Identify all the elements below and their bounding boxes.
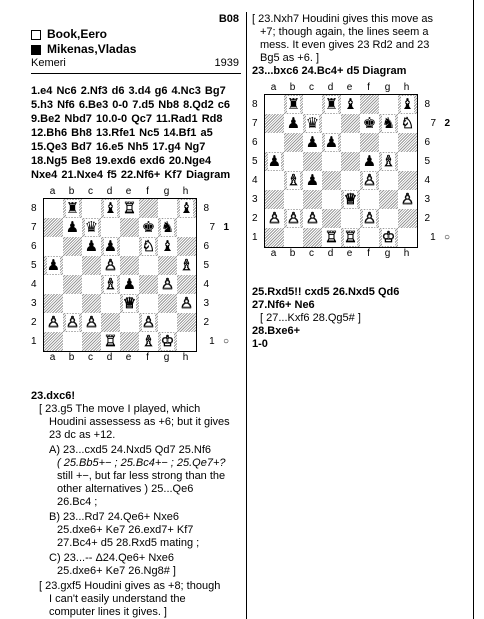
right-border bbox=[473, 0, 474, 619]
variation-a-sub: ( 25.Bb5+− ; 25.Bc4+− ; 25.Qe7+? bbox=[57, 457, 226, 469]
file-label: e bbox=[125, 352, 132, 363]
black-pawn-icon: ♟ bbox=[103, 237, 118, 255]
board-square bbox=[63, 218, 82, 237]
board-square bbox=[82, 237, 101, 256]
board-square bbox=[398, 171, 417, 190]
board-square bbox=[379, 152, 398, 171]
board-square bbox=[44, 332, 63, 351]
white-square-icon bbox=[31, 30, 41, 40]
board-square bbox=[82, 294, 101, 313]
rank-label: 6 bbox=[424, 137, 430, 148]
board-square bbox=[139, 256, 158, 275]
rank-label: 3 bbox=[31, 298, 37, 309]
column-divider bbox=[246, 12, 247, 619]
board-square bbox=[120, 218, 139, 237]
board-square bbox=[360, 95, 379, 114]
file-label: h bbox=[182, 186, 189, 197]
board-square bbox=[63, 199, 82, 218]
white-player-row bbox=[31, 27, 241, 42]
board-square bbox=[265, 114, 284, 133]
board-square bbox=[322, 114, 341, 133]
black-player-row bbox=[31, 42, 241, 57]
board-square bbox=[284, 95, 303, 114]
board-square bbox=[303, 133, 322, 152]
move-line: 23...bxc6 24.Bc4+ d5 Diagram bbox=[252, 65, 407, 77]
chess-board-1 bbox=[31, 186, 241, 364]
variation-a-text: other alternatives ) 25...Qe6 bbox=[57, 483, 194, 495]
board-square bbox=[322, 190, 341, 209]
board-square bbox=[322, 152, 341, 171]
white-king-icon: ♔ bbox=[160, 332, 175, 350]
white-pawn-icon: ♙ bbox=[141, 313, 156, 331]
file-label: h bbox=[182, 352, 189, 363]
file-label: c bbox=[309, 82, 314, 93]
board-square bbox=[265, 209, 284, 228]
board-square bbox=[101, 256, 120, 275]
black-square-icon bbox=[31, 45, 41, 55]
rank-label: 5 bbox=[252, 156, 258, 167]
white-queen-icon: ♕ bbox=[343, 190, 358, 208]
board-square bbox=[177, 313, 196, 332]
board-square bbox=[341, 209, 360, 228]
note-line: [ 23.gxf5 Houdini gives as +8; though bbox=[39, 580, 221, 592]
white-king-icon: ♔ bbox=[381, 228, 396, 246]
black-king-icon: ♚ bbox=[362, 114, 377, 132]
file-label: b bbox=[68, 186, 75, 197]
board-square bbox=[398, 228, 417, 247]
white-rook-icon: ♖ bbox=[343, 228, 358, 246]
board-square bbox=[341, 228, 360, 247]
board-square bbox=[44, 294, 63, 313]
note-line: [ 27...Kxf6 28.Qg5# ] bbox=[260, 312, 361, 324]
file-label: e bbox=[346, 82, 353, 93]
board-square bbox=[120, 294, 139, 313]
file-label: c bbox=[88, 352, 93, 363]
board-square bbox=[158, 237, 177, 256]
rank-label: 8 bbox=[203, 203, 209, 214]
board-square bbox=[139, 313, 158, 332]
file-label: h bbox=[403, 82, 410, 93]
board-square bbox=[303, 114, 322, 133]
rank-label: 1 ○ bbox=[430, 232, 450, 243]
board-square bbox=[379, 95, 398, 114]
note-line: Houdini assessess as +6; but it gives bbox=[49, 416, 230, 428]
board-grid bbox=[264, 94, 418, 248]
board-square bbox=[265, 171, 284, 190]
rank-label: 7 bbox=[252, 118, 258, 129]
black-bishop-icon: ♝ bbox=[400, 95, 415, 113]
board-square bbox=[265, 152, 284, 171]
board-square bbox=[101, 237, 120, 256]
rank-label: 7 bbox=[31, 222, 37, 233]
white-pawn-icon: ♙ bbox=[84, 313, 99, 331]
board-square bbox=[63, 313, 82, 332]
board-square bbox=[177, 294, 196, 313]
white-rook-icon: ♖ bbox=[103, 332, 118, 350]
file-label: d bbox=[327, 82, 334, 93]
white-pawn-icon: ♙ bbox=[362, 209, 377, 227]
black-bishop-icon: ♝ bbox=[179, 199, 194, 217]
rank-label: 3 bbox=[424, 194, 430, 205]
rank-label: 2 bbox=[252, 213, 258, 224]
right-column bbox=[252, 13, 466, 351]
black-bishop-icon: ♝ bbox=[160, 237, 175, 255]
board-square bbox=[139, 218, 158, 237]
board-square bbox=[82, 275, 101, 294]
board-square bbox=[341, 171, 360, 190]
board-square bbox=[398, 114, 417, 133]
white-queen-icon: ♕ bbox=[122, 294, 137, 312]
rank-label: 1 ○ bbox=[209, 336, 229, 347]
note-line: +7; though again, the lines seem a bbox=[260, 26, 429, 38]
board-square bbox=[398, 133, 417, 152]
board-square bbox=[82, 199, 101, 218]
file-label: b bbox=[289, 248, 296, 259]
white-bishop-icon: ♗ bbox=[103, 275, 118, 293]
file-labels-top bbox=[264, 82, 466, 94]
board-square bbox=[101, 332, 120, 351]
note-line: 23 dc as +12. bbox=[49, 429, 116, 441]
file-label: e bbox=[125, 186, 132, 197]
board-square bbox=[322, 209, 341, 228]
black-player-name: Mikenas,Vladas bbox=[47, 42, 137, 56]
white-knight-icon: ♘ bbox=[400, 114, 415, 132]
white-player-name: Book,Eero bbox=[47, 27, 108, 41]
file-label: f bbox=[146, 352, 149, 363]
eco-row bbox=[31, 13, 241, 27]
note-line: I can't easily understand the bbox=[49, 593, 186, 605]
event-row bbox=[31, 57, 241, 71]
white-pawn-icon: ♙ bbox=[400, 190, 415, 208]
note-line: [ 23.g5 The move I played, which bbox=[39, 403, 201, 415]
rank-label: 6 bbox=[31, 241, 37, 252]
board-square bbox=[139, 199, 158, 218]
board-square bbox=[322, 95, 341, 114]
white-pawn-icon: ♙ bbox=[267, 209, 282, 227]
board-square bbox=[177, 237, 196, 256]
board-square bbox=[398, 95, 417, 114]
main-moves: 1.e4 Nc6 2.Nf3 d6 3.d4 g6 4.Nc3 Bg7 5.h3 Nf6 6.Be3 0-0 7.d5 Nb8 8.Qd2 c6 9.Be2 Nbd7 10.0-0 Qc7 11.Rad1 Rd8 12.Bh6 Bh8 13.Rfe1 Nc5 14.Bf1 a5 15.Qe3 Bd7 16.e5 Nh5 17.g4 Ng7 18.Ng5 Be8 19.exd6 exd6 20.Nge4 Nxe4 21.Nxe4 f5 22.Nf6+ Kf7 Diagram bbox=[31, 85, 231, 181]
rank-label: 1 bbox=[31, 336, 37, 347]
rank-label: 6 bbox=[203, 241, 209, 252]
file-label: a bbox=[270, 82, 277, 93]
board-square bbox=[360, 190, 379, 209]
board-square bbox=[158, 256, 177, 275]
board-square bbox=[322, 133, 341, 152]
white-bishop-icon: ♗ bbox=[381, 152, 396, 170]
board-square bbox=[360, 133, 379, 152]
board-square bbox=[120, 275, 139, 294]
rank-label: 3 bbox=[203, 298, 209, 309]
file-label: d bbox=[327, 248, 334, 259]
variation-b-text: 25.dxe6+ Ke7 26.exd7+ Kf7 bbox=[57, 524, 194, 536]
file-label: b bbox=[68, 352, 75, 363]
rank-label: 5 bbox=[31, 260, 37, 271]
file-label: c bbox=[88, 186, 93, 197]
black-pawn-icon: ♟ bbox=[84, 237, 99, 255]
board-square bbox=[341, 133, 360, 152]
board-square bbox=[44, 313, 63, 332]
board-square bbox=[82, 218, 101, 237]
board-square bbox=[341, 114, 360, 133]
rank-label: 6 bbox=[252, 137, 258, 148]
board-square bbox=[120, 199, 139, 218]
board-square bbox=[177, 256, 196, 275]
white-pawn-icon: ♙ bbox=[46, 313, 61, 331]
board-square bbox=[341, 190, 360, 209]
board-square bbox=[379, 171, 398, 190]
note-line: mess. It even gives 23 Rd2 and 23 bbox=[260, 39, 430, 51]
board-square bbox=[398, 152, 417, 171]
board-square bbox=[265, 228, 284, 247]
white-pawn-icon: ♙ bbox=[305, 209, 320, 227]
chess-board-2 bbox=[252, 82, 466, 260]
variation-a: A) 23...cxd5 24.Nxd5 Qd7 25.Nf6 bbox=[49, 444, 212, 456]
board-square bbox=[177, 199, 196, 218]
board-square bbox=[284, 152, 303, 171]
file-label: g bbox=[163, 352, 170, 363]
note-line: Bg5 as +6. ] bbox=[260, 52, 320, 64]
note-line: [ 23.Nxh7 Houdini gives this move as bbox=[252, 13, 433, 25]
board-square bbox=[303, 190, 322, 209]
black-pawn-icon: ♟ bbox=[46, 256, 61, 274]
black-pawn-icon: ♟ bbox=[122, 275, 137, 293]
white-pawn-icon: ♙ bbox=[286, 209, 301, 227]
board-square bbox=[63, 294, 82, 313]
board-square bbox=[63, 275, 82, 294]
board-square bbox=[341, 152, 360, 171]
note-line: computer lines it gives. ] bbox=[49, 606, 167, 618]
file-label: a bbox=[270, 248, 277, 259]
board-square bbox=[139, 275, 158, 294]
file-label: e bbox=[346, 248, 353, 259]
board-square bbox=[101, 199, 120, 218]
rank-label: 2 bbox=[31, 317, 37, 328]
black-knight-icon: ♞ bbox=[160, 218, 175, 236]
board-square bbox=[284, 114, 303, 133]
variation-b-text: 27.Bc4+ d5 28.Rxd5 mating ; bbox=[57, 537, 200, 549]
black-pawn-icon: ♟ bbox=[305, 171, 320, 189]
board-square bbox=[158, 313, 177, 332]
rank-label: 3 bbox=[252, 194, 258, 205]
board-square bbox=[360, 152, 379, 171]
black-pawn-icon: ♟ bbox=[286, 114, 301, 132]
board-square bbox=[82, 313, 101, 332]
black-rook-icon: ♜ bbox=[324, 95, 339, 113]
board-square bbox=[379, 228, 398, 247]
black-pawn-icon: ♟ bbox=[65, 218, 80, 236]
board-square bbox=[284, 171, 303, 190]
rank-label: 8 bbox=[424, 99, 430, 110]
board-square bbox=[341, 95, 360, 114]
board-square bbox=[120, 237, 139, 256]
move-line: 27.Nf6+ Ne6 bbox=[252, 299, 315, 311]
variation-a-text: still +−, but far less strong than the bbox=[57, 470, 226, 482]
move-line: 28.Bxe6+ bbox=[252, 325, 301, 337]
black-rook-icon: ♜ bbox=[286, 95, 301, 113]
board-square bbox=[284, 228, 303, 247]
file-label: a bbox=[49, 186, 56, 197]
board-square bbox=[120, 256, 139, 275]
board-square bbox=[101, 294, 120, 313]
black-rook-icon: ♜ bbox=[65, 199, 80, 217]
board-square bbox=[284, 190, 303, 209]
file-labels-bottom bbox=[43, 352, 241, 364]
file-label: d bbox=[106, 352, 113, 363]
board-square bbox=[177, 275, 196, 294]
board-square bbox=[284, 209, 303, 228]
board-square bbox=[44, 275, 63, 294]
move-line: 25.Rxd5!! cxd5 26.Nxd5 Qd6 bbox=[252, 286, 400, 298]
board-square bbox=[101, 218, 120, 237]
white-bishop-icon: ♗ bbox=[179, 256, 194, 274]
file-label: h bbox=[403, 248, 410, 259]
board-square bbox=[360, 228, 379, 247]
white-pawn-icon: ♙ bbox=[103, 256, 118, 274]
board-square bbox=[303, 152, 322, 171]
board-square bbox=[177, 332, 196, 351]
board-square bbox=[120, 313, 139, 332]
board-square bbox=[63, 332, 82, 351]
rank-label: 5 bbox=[424, 156, 430, 167]
board-square bbox=[139, 237, 158, 256]
rank-label: 2 bbox=[424, 213, 430, 224]
file-label: g bbox=[384, 82, 391, 93]
black-pawn-icon: ♟ bbox=[362, 152, 377, 170]
board-square bbox=[284, 133, 303, 152]
white-rook-icon: ♖ bbox=[122, 199, 137, 217]
board-square bbox=[303, 171, 322, 190]
board-square bbox=[265, 95, 284, 114]
board-square bbox=[82, 256, 101, 275]
board-square bbox=[177, 218, 196, 237]
file-label: f bbox=[146, 186, 149, 197]
variation-c-text: 25.dxe6+ Ke7 26.Ng8# ] bbox=[57, 565, 176, 577]
rank-label: 4 bbox=[203, 279, 209, 290]
header-divider bbox=[31, 73, 241, 84]
variation-c: C) 23...-- Δ24.Qe6+ Nxe6 bbox=[49, 552, 175, 564]
file-label: g bbox=[163, 186, 170, 197]
black-bishop-icon: ♝ bbox=[343, 95, 358, 113]
black-queen-icon: ♛ bbox=[84, 218, 99, 236]
board-square bbox=[101, 275, 120, 294]
variation-b: B) 23...Rd7 24.Qe6+ Nxe6 bbox=[49, 511, 179, 523]
rank-label: 7 2 bbox=[430, 118, 450, 129]
white-knight-icon: ♘ bbox=[141, 237, 156, 255]
board-square bbox=[158, 199, 177, 218]
board-square bbox=[398, 209, 417, 228]
board-square bbox=[360, 171, 379, 190]
file-label: a bbox=[49, 352, 56, 363]
event-place: Kemeri bbox=[31, 57, 66, 69]
annotation-heading: 23.dxc6! bbox=[31, 390, 76, 402]
eco-code: B08 bbox=[218, 13, 239, 25]
black-pawn-icon: ♟ bbox=[267, 152, 282, 170]
board-square bbox=[82, 332, 101, 351]
file-label: c bbox=[309, 248, 314, 259]
rank-label: 8 bbox=[31, 203, 37, 214]
board-square bbox=[322, 228, 341, 247]
board-square bbox=[63, 256, 82, 275]
result: 1-0 bbox=[252, 338, 268, 350]
rank-label: 4 bbox=[424, 175, 430, 186]
left-column bbox=[31, 13, 241, 619]
white-bishop-icon: ♗ bbox=[286, 171, 301, 189]
board-square bbox=[379, 114, 398, 133]
rank-label: 4 bbox=[252, 175, 258, 186]
white-rook-icon: ♖ bbox=[324, 228, 339, 246]
file-label: g bbox=[384, 248, 391, 259]
board-square bbox=[44, 218, 63, 237]
board-grid bbox=[43, 198, 197, 352]
board-square bbox=[360, 209, 379, 228]
board-square bbox=[44, 199, 63, 218]
white-pawn-icon: ♙ bbox=[362, 171, 377, 189]
rank-label: 7 1 bbox=[209, 222, 229, 233]
board-square bbox=[158, 294, 177, 313]
file-labels-top bbox=[43, 186, 241, 198]
board-square bbox=[158, 332, 177, 351]
board-square bbox=[265, 133, 284, 152]
board-square bbox=[139, 332, 158, 351]
file-label: d bbox=[106, 186, 113, 197]
board-square bbox=[158, 218, 177, 237]
board-square bbox=[265, 190, 284, 209]
file-labels-bottom bbox=[264, 248, 466, 260]
white-pawn-icon: ♙ bbox=[65, 313, 80, 331]
board-square bbox=[44, 256, 63, 275]
board-square bbox=[379, 133, 398, 152]
rank-label: 8 bbox=[252, 99, 258, 110]
black-queen-icon: ♛ bbox=[305, 114, 320, 132]
rank-label: 1 bbox=[252, 232, 258, 243]
white-pawn-icon: ♙ bbox=[179, 294, 194, 312]
board-square bbox=[360, 114, 379, 133]
file-label: b bbox=[289, 82, 296, 93]
board-square bbox=[303, 228, 322, 247]
board-square bbox=[303, 95, 322, 114]
variation-a-text: 26.Bc4 ; bbox=[57, 496, 98, 508]
board-square bbox=[379, 190, 398, 209]
file-label: f bbox=[367, 248, 370, 259]
rank-label: 4 bbox=[31, 279, 37, 290]
white-bishop-icon: ♗ bbox=[141, 332, 156, 350]
black-knight-icon: ♞ bbox=[381, 114, 396, 132]
board-square bbox=[379, 209, 398, 228]
black-pawn-icon: ♟ bbox=[324, 133, 339, 151]
black-bishop-icon: ♝ bbox=[103, 199, 118, 217]
board-square bbox=[158, 275, 177, 294]
white-pawn-icon: ♙ bbox=[160, 275, 175, 293]
board-square bbox=[63, 237, 82, 256]
rank-label: 5 bbox=[203, 260, 209, 271]
board-square bbox=[398, 190, 417, 209]
board-square bbox=[322, 171, 341, 190]
file-label: f bbox=[367, 82, 370, 93]
board-square bbox=[139, 294, 158, 313]
board-square bbox=[44, 237, 63, 256]
board-square bbox=[303, 209, 322, 228]
board-square bbox=[101, 313, 120, 332]
black-pawn-icon: ♟ bbox=[305, 133, 320, 151]
rank-label: 2 bbox=[203, 317, 209, 328]
black-king-icon: ♚ bbox=[141, 218, 156, 236]
board-square bbox=[120, 332, 139, 351]
event-year: 1939 bbox=[214, 57, 239, 69]
